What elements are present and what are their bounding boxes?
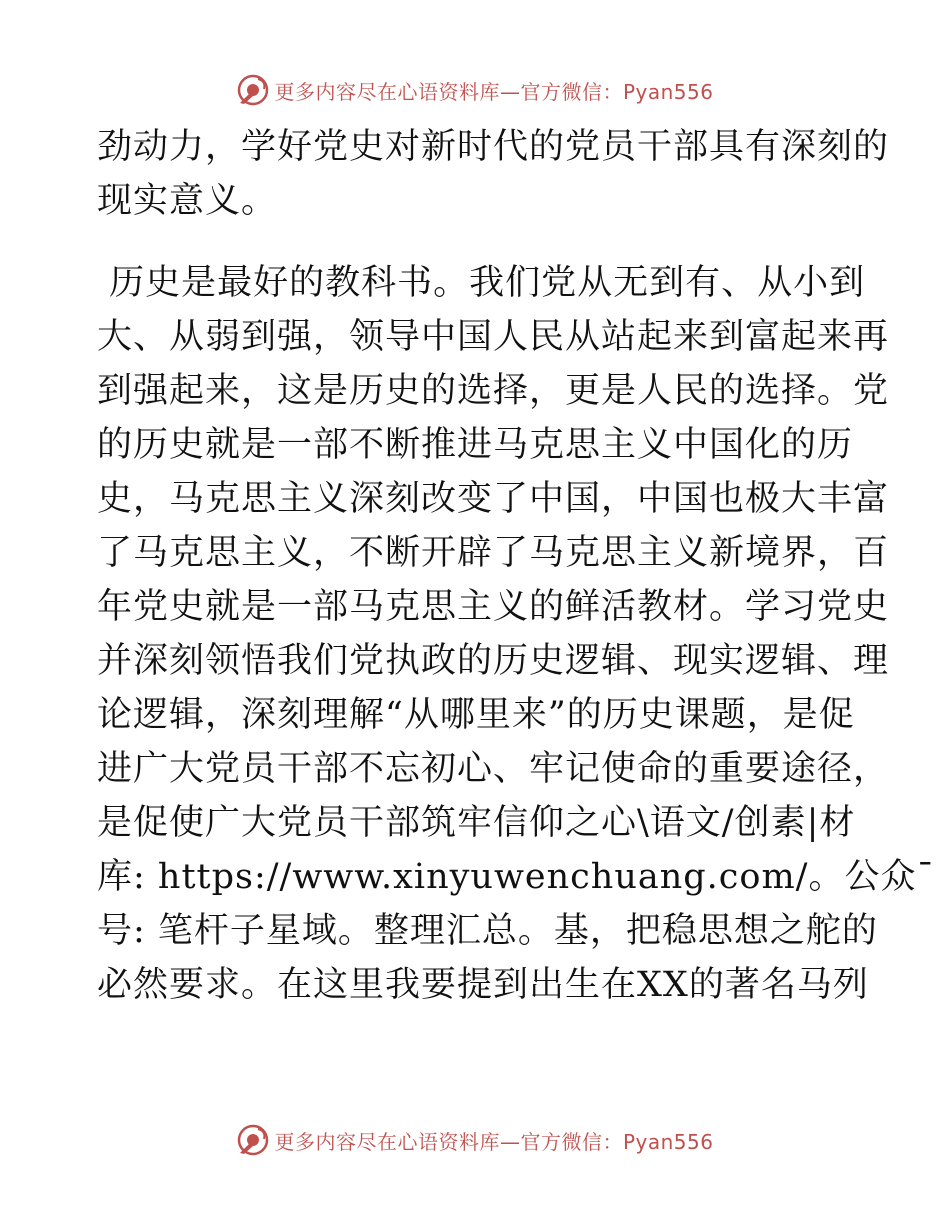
- footer-watermark-banner: [0, 1120, 950, 1160]
- text-line: 劲动力，学好党史对新时代的党员干部具有深刻的: [97, 127, 890, 167]
- document-body: [97, 120, 935, 1012]
- text-line: 史，马克思主义深刻改变了中国，中国也极大丰富: [97, 479, 890, 519]
- url-text-line: 库: https://www.xinyuwenchuang.com/。公众¯: [97, 857, 935, 897]
- watermark-text: 更多内容尽在心语资料库—官方微信：Pyan556: [274, 1129, 714, 1154]
- text-line: 大、从弱到强，领导中国人民从站起来到富起来再: [97, 317, 890, 357]
- watermark-text: 更多内容尽在心语资料库—官方微信：Pyan556: [274, 79, 714, 104]
- text-line: 了马克思主义，不断开辟了马克思主义新境界，百: [97, 533, 890, 573]
- pen-logo-icon: [236, 73, 270, 107]
- text-line: 论逻辑，深刻理解“从哪里来”的历史课题，是促: [97, 695, 855, 735]
- text-line: 并深刻领悟我们党执政的历史逻辑、现实逻辑、理: [97, 641, 890, 681]
- text-line: 是促使广大党员干部筑牢信仰之心\语文/创素|材: [97, 803, 856, 843]
- text-line: 进广大党员干部不忘初心、牢记使命的重要途径，: [97, 749, 890, 789]
- text-line: 号: 笔杆子星域。整理汇总。基，把稳思想之舵的: [97, 911, 878, 951]
- text-line: 必然要求。在这里我要提到出生在XX的著名马列: [97, 965, 869, 1005]
- text-line: 到强起来，这是历史的选择，更是人民的选择。党: [97, 371, 890, 411]
- pen-logo-icon: [236, 1123, 270, 1157]
- text-line: 年党史就是一部马克思主义的鲜活教材。学习党史: [97, 587, 890, 627]
- paragraph: [97, 120, 890, 228]
- header-watermark-banner: [0, 70, 950, 110]
- paragraph: [97, 256, 935, 1012]
- text-line: 的历史就是一部不断推进马克思主义中国化的历: [97, 425, 854, 465]
- text-line: 现实意义。: [97, 181, 278, 221]
- text-line: 历史是最好的教科书。我们党从无到有、从小到: [97, 263, 866, 303]
